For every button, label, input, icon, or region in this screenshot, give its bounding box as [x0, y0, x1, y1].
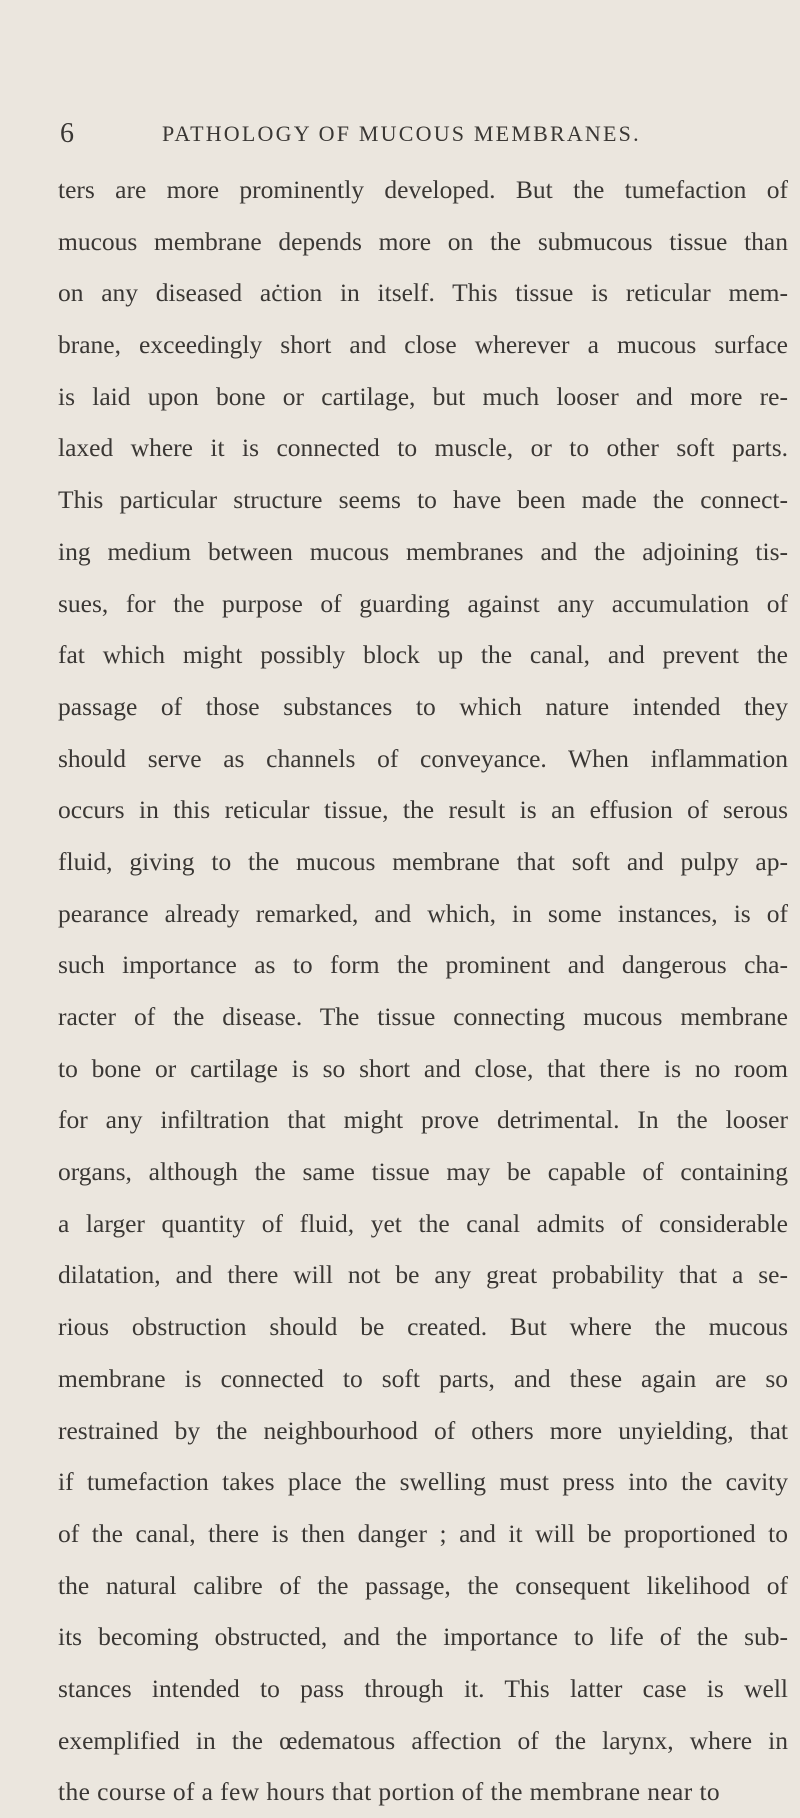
- text-line: dilatation, and there will not be any great probability that a se-: [58, 1260, 788, 1290]
- text-line: of the canal, there is then danger ; and it will be proportioned to: [58, 1518, 788, 1548]
- text-line: pearance already remarked, and which, in some instances, is of: [58, 898, 788, 928]
- text-line: brane, exceedingly short and close wherever a mucous surface: [58, 330, 788, 360]
- text-line: on any diseased aċtion in itself. This tissue is reticular mem-: [58, 278, 788, 308]
- text-line: fluid, giving to the mucous membrane that soft and pulpy ap-: [58, 846, 788, 876]
- text-line: ters are more prominently developed. But the tumefaction of: [58, 175, 788, 204]
- text-line: sues, for the purpose of guarding against any accumulation of: [58, 588, 788, 618]
- text-line: for any infiltration that might prove detrimental. In the looser: [58, 1105, 788, 1135]
- text-line: the course of a few hours that portion of the membrane near to: [58, 1777, 721, 1807]
- text-line: to bone or cartilage is so short and close, that there is no room: [58, 1053, 788, 1083]
- body-text: [58, 164, 788, 1818]
- text-line: should serve as channels of conveyance. When inflammation: [58, 743, 788, 773]
- text-line: its becoming obstructed, and the importance to life of the sub-: [58, 1622, 788, 1652]
- text-line: ing medium between mucous membranes and the adjoining tis-: [58, 536, 788, 566]
- text-line: a larger quantity of fluid, yet the canal admits of considerable: [58, 1208, 788, 1238]
- text-line: This particular structure seems to have been made the connect-: [58, 485, 788, 515]
- text-line: is laid upon bone or cartilage, but much looser and more re-: [58, 381, 788, 411]
- text-line: exemplified in the œdematous affection of the larynx, where in: [58, 1725, 788, 1755]
- text-line: such importance as to form the prominent and dangerous cha-: [58, 950, 788, 980]
- running-head: [60, 114, 780, 154]
- text-line: stances intended to pass through it. This latter case is well: [58, 1673, 788, 1703]
- text-line: organs, although the same tissue may be capable of containing: [58, 1157, 788, 1187]
- text-line: racter of the disease. The tissue connecting mucous membrane: [58, 1002, 788, 1031]
- text-line: mucous membrane depends more on the submucous tissue than: [58, 226, 788, 256]
- text-line: membrane is connected to soft parts, and these again are so: [58, 1363, 788, 1393]
- text-line: passage of those substances to which nature intended they: [58, 691, 788, 721]
- text-line: restrained by the neighbourhood of others more unyielding, that: [58, 1415, 788, 1445]
- running-head-title: PATHOLOGY OF MUCOUS MEMBRANES.: [162, 121, 641, 146]
- text-line: the natural calibre of the passage, the consequent likelihood of: [58, 1570, 788, 1600]
- text-line: laxed where it is connected to muscle, or to other soft parts.: [58, 433, 788, 463]
- page-number: 6: [60, 118, 74, 149]
- text-line: rious obstruction should be created. But where the mucous: [58, 1312, 788, 1342]
- text-line: occurs in this reticular tissue, the result is an effusion of serous: [58, 795, 788, 825]
- text-line: if tumefaction takes place the swelling must press into the cavity: [58, 1467, 788, 1497]
- text-line: fat which might possibly block up the canal, and prevent the: [58, 640, 788, 670]
